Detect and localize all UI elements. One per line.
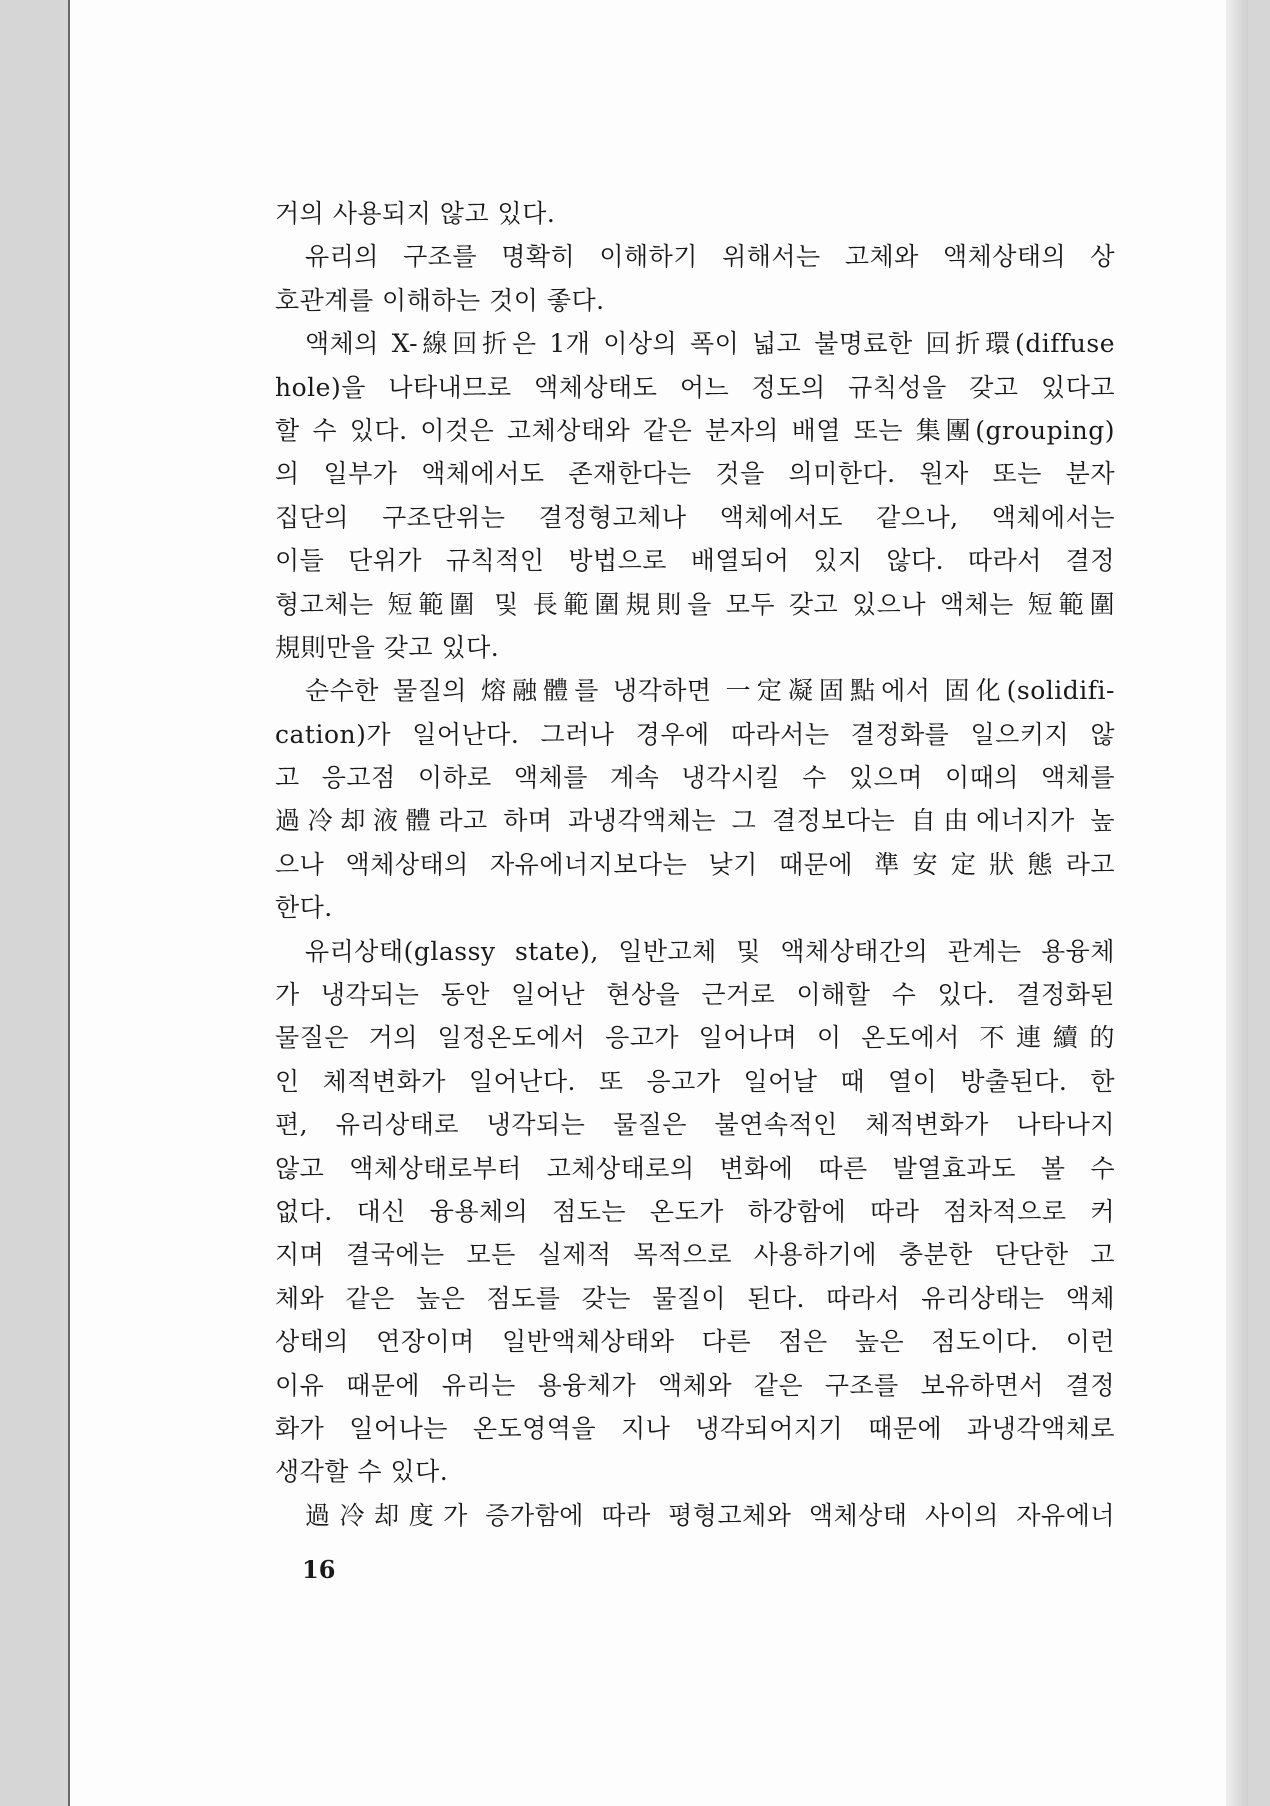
text-line: 물질은 거의 일정온도에서 응고가 일어나며 이 온도에서 不連續的 [275, 1023, 1115, 1053]
text-line: 집단의 구조단위는 결정형고체나 액체에서도 같으나, 액체에서는 [275, 502, 1115, 532]
text-line: 생각할 수 있다. [275, 1457, 449, 1487]
text-line: 規則만을 갖고 있다. [275, 632, 500, 662]
text-line: cation)가 일어난다. 그러나 경우에 따라서는 결정화를 일으키지 않 [275, 719, 1115, 749]
text-line: 형고체는 短範圍 및 長範圍規則을 모두 갖고 있으나 액체는 短範圍 [275, 589, 1115, 619]
page-number: 16 [302, 1555, 336, 1584]
text-line: 상태의 연장이며 일반액체상태와 다른 점은 높은 점도이다. 이런 [275, 1327, 1115, 1357]
text-line: 過冷却液體라고 하며 과냉각액체는 그 결정보다는 自由에너지가 높 [275, 806, 1115, 836]
text-line: 유리의 구조를 명확히 이해하기 위해서는 고체와 액체상태의 상 [305, 242, 1115, 272]
text-line: 한다. [275, 893, 333, 923]
text-line: 체와 같은 높은 점도를 갖는 물질이 된다. 따라서 유리상태는 액체 [275, 1283, 1115, 1313]
text-line: 없다. 대신 융용체의 점도는 온도가 하강함에 따라 점차적으로 커 [275, 1196, 1115, 1226]
text-line: 이들 단위가 규칙적인 방법으로 배열되어 있지 않다. 따라서 결정 [275, 546, 1115, 576]
body-text [275, 192, 1115, 1537]
text-line: 의 일부가 액체에서도 존재한다는 것을 의미한다. 원자 또는 분자 [275, 459, 1115, 489]
text-line: 고 응고점 이하로 액체를 계속 냉각시킬 수 있으며 이때의 액체를 [275, 763, 1115, 793]
text-line: 유리상태(glassy state), 일반고체 및 액체상태간의 관계는 용융체 [305, 936, 1115, 966]
text-line: 않고 액체상태로부터 고체상태로의 변화에 따른 발열효과도 볼 수 [275, 1153, 1115, 1183]
text-line: 액체의 X-線回折은 1개 이상의 폭이 넓고 불명료한 回折環(diffuse [305, 329, 1115, 359]
text-line: 거의 사용되지 않고 있다. [275, 199, 556, 228]
text-line: 으나 액체상태의 자유에너지보다는 낮기 때문에 準安定狀態라고 [275, 849, 1115, 879]
text-line: 할 수 있다. 이것은 고체상태와 같은 분자의 배열 또는 集團(grouping) [275, 415, 1115, 445]
document-page [68, 0, 1248, 1806]
text-line: 過冷却度가 증가함에 따라 평형고체와 액체상태 사이의 자유에너 [305, 1500, 1115, 1530]
text-line: 편, 유리상태로 냉각되는 물질은 불연속적인 체적변화가 나타나지 [275, 1110, 1115, 1140]
text-line: hole)을 나타내므로 액체상태도 어느 정도의 규칙성을 갖고 있다고 [275, 372, 1115, 402]
text-line: 순수한 물질의 熔融體를 냉각하면 一定凝固點에서 固化(solidifi- [305, 676, 1115, 706]
text-line: 지며 결국에는 모든 실제적 목적으로 사용하기에 충분한 단단한 고 [275, 1240, 1115, 1270]
page-edge-shadow [1226, 0, 1248, 1806]
text-line: 인 체적변화가 일어난다. 또 응고가 일어날 때 열이 방출된다. 한 [275, 1066, 1115, 1096]
text-line: 가 냉각되는 동안 일어난 현상을 근거로 이해할 수 있다. 결정화된 [275, 980, 1115, 1010]
text-line: 화가 일어나는 온도영역을 지나 냉각되어지기 때문에 과냉각액체로 [275, 1413, 1115, 1443]
text-line: 이유 때문에 유리는 용융체가 액체와 같은 구조를 보유하면서 결정 [275, 1370, 1115, 1400]
text-line: 호관계를 이해하는 것이 좋다. [275, 285, 605, 315]
